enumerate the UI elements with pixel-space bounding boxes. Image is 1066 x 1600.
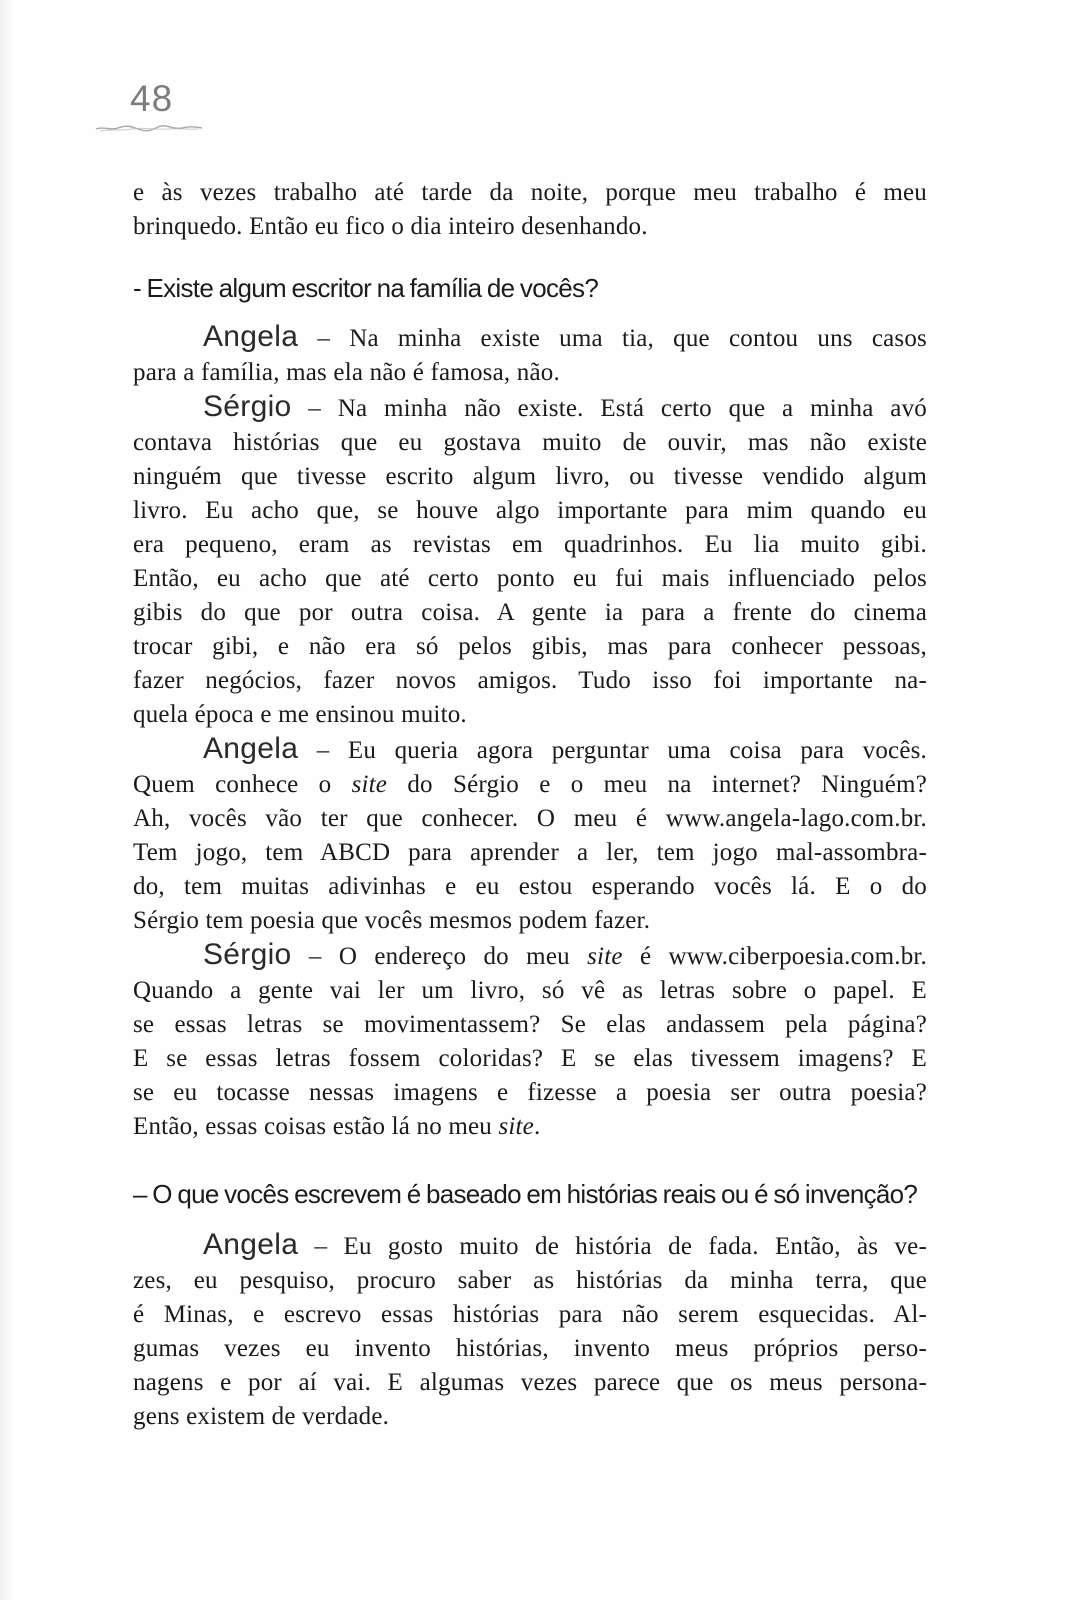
text-line <box>133 1110 927 1144</box>
text-segment: Então, essas coisas estão lá no meu <box>133 1113 499 1140</box>
text-segment: Eu gosto muito de história de fada. Então, às ve- <box>343 1233 928 1260</box>
italic-text: site <box>587 943 623 970</box>
text-line <box>133 802 927 836</box>
text-segment: gibis do que por outra coisa. A gente ia para a frente do cinema <box>133 599 927 626</box>
text-segment: E se essas letras fossem coloridas? E se elas tivessem imagens? E <box>133 1045 927 1072</box>
speech-paragraph <box>133 732 927 938</box>
text-line <box>133 974 927 1008</box>
text-segment: é Minas, e escrevo essas histórias para não serem esquecidas. Al- <box>133 1301 927 1328</box>
text-segment: Eu queria agora perguntar uma coisa para vocês. <box>347 737 927 764</box>
text-column <box>133 176 927 1434</box>
interviewer-question <box>133 270 927 308</box>
text-line <box>133 320 927 356</box>
text-segment: ninguém que tivesse escrito algum livro, ou tivesse vendido algum <box>133 463 927 490</box>
text-segment: Quando a gente vai ler um livro, só vê as letras sobre o papel. E <box>133 977 927 1004</box>
text-segment: nagens e por aí vai. E algumas vezes parece que os meus persona- <box>133 1369 927 1396</box>
speaker-name: Sérgio <box>203 938 292 971</box>
text-line <box>133 562 927 596</box>
text-line <box>133 390 927 426</box>
text-segment: O endereço do meu <box>338 943 588 970</box>
text-line <box>133 1228 927 1264</box>
text-segment: se essas letras se movimentassem? Se elas andassem pela página? <box>133 1011 927 1038</box>
text-segment: zes, eu pesquiso, procuro saber as histórias da minha terra, que <box>133 1267 927 1294</box>
text-segment: do Sérgio e o meu na internet? Ninguém? <box>387 771 927 798</box>
text-line <box>133 460 927 494</box>
text-line <box>133 356 927 390</box>
text-segment: contava histórias que eu gostava muito de ouvir, mas não existe <box>133 429 927 456</box>
text-segment: gumas vezes eu invento histórias, invento meus próprios perso- <box>133 1335 927 1362</box>
text-segment: e às vezes trabalho até tarde da noite, porque meu trabalho é meu <box>133 179 927 206</box>
text-segment: para a família, mas ela não é famosa, não. <box>133 359 560 386</box>
squiggle-underline-icon <box>94 122 204 134</box>
speech-dash: – <box>291 395 338 422</box>
speech-dash: – <box>298 1233 344 1260</box>
text-line <box>133 938 927 974</box>
text-line <box>133 698 927 732</box>
text-segment: Sérgio tem poesia que vocês mesmos podem fazer. <box>133 907 651 934</box>
text-segment: gens existem de verdade. <box>133 1403 390 1430</box>
text-line <box>133 1332 927 1366</box>
text-segment: é www.ciberpoesia.com.br. <box>622 943 928 970</box>
question-text: - Existe algum escritor na família de vocês? <box>133 273 599 303</box>
italic-text: site <box>351 771 388 798</box>
text-segment: se eu tocasse nessas imagens e fizesse a poesia ser outra poesia? <box>133 1079 927 1106</box>
speech-dash: – <box>298 325 350 352</box>
text-line <box>133 870 927 904</box>
text-line <box>133 732 927 768</box>
interviewer-question <box>133 1176 927 1214</box>
speech-paragraph <box>133 390 927 732</box>
text-line <box>133 1400 927 1434</box>
text-segment: brinquedo. Então eu fico o dia inteiro desenhando. <box>133 213 648 240</box>
text-segment: Na minha não existe. Está certo que a minha avó <box>337 395 927 422</box>
speech-paragraph <box>133 1228 927 1434</box>
text-segment: quela época e me ensinou muito. <box>133 701 467 728</box>
speech-dash: – <box>291 943 339 970</box>
text-segment: livro. Eu acho que, se houve algo importante para mim quando eu <box>133 497 927 524</box>
text-segment: Ah, vocês vão ter que conhecer. O meu é www.angela-lago.com.br. <box>133 805 927 832</box>
text-line <box>133 1076 927 1110</box>
text-segment: fazer negócios, fazer novos amigos. Tudo isso foi importante na- <box>133 667 927 694</box>
speech-paragraph <box>133 938 927 1144</box>
body-paragraph <box>133 176 927 244</box>
speaker-name: Angela <box>203 320 299 353</box>
text-segment: trocar gibi, e não era só pelos gibis, mas para conhecer pessoas, <box>133 633 927 660</box>
text-line <box>133 664 927 698</box>
text-line <box>133 630 927 664</box>
text-line <box>133 904 927 938</box>
speech-paragraph <box>133 320 927 390</box>
text-line <box>133 528 927 562</box>
text-line <box>133 1264 927 1298</box>
speech-dash: – <box>298 737 348 764</box>
text-line <box>133 1042 927 1076</box>
text-line <box>133 1366 927 1400</box>
text-segment: Quem conhece o <box>133 771 352 798</box>
text-line <box>133 426 927 460</box>
speaker-name: Angela <box>203 732 299 765</box>
text-segment: Tem jogo, tem ABCD para aprender a ler, tem jogo mal-assombra- <box>133 839 927 866</box>
text-line <box>133 1298 927 1332</box>
text-segment: do, tem muitas adivinhas e eu estou esperando vocês lá. E o do <box>133 873 927 900</box>
speaker-name: Angela <box>203 1228 299 1261</box>
text-segment: . <box>533 1113 541 1140</box>
page-number: 48 <box>130 78 174 119</box>
text-line <box>133 596 927 630</box>
text-line <box>133 176 927 210</box>
text-line <box>133 836 927 870</box>
text-line <box>133 210 927 244</box>
question-text: – O que vocês escrevem é baseado em histórias reais ou é só invenção? <box>133 1179 918 1209</box>
text-line <box>133 494 927 528</box>
text-line <box>133 768 927 802</box>
text-line <box>133 1008 927 1042</box>
speaker-name: Sérgio <box>203 390 292 423</box>
text-segment: Na minha existe uma tia, que contou uns casos <box>349 325 927 352</box>
text-segment: Então, eu acho que até certo ponto eu fui mais influenciado pelos <box>133 565 927 592</box>
text-segment: era pequeno, eram as revistas em quadrinhos. Eu lia muito gibi. <box>133 531 927 558</box>
italic-text: site <box>498 1113 534 1140</box>
